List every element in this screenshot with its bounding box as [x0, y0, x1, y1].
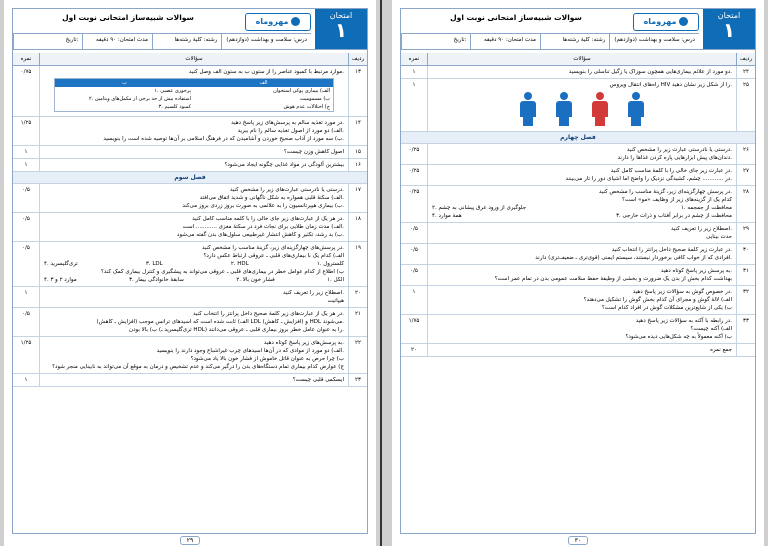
- doctor-icon: [587, 92, 613, 126]
- couple-icon: [551, 92, 577, 126]
- page-number: ۳۰: [392, 537, 764, 544]
- options-row: ۱. الکل ۲. فشار خون بالا ۳. سابقهٔ خانوادگی بیمار ۴. موارد ۲ و ۳: [44, 277, 344, 283]
- question-row: ۲۴ دو مورد از علائم بیماری‌هایی همچون سوزاک یا زگیل تناسلی را بنویسید. ۱: [401, 66, 755, 79]
- question-list: [13, 66, 367, 387]
- book-spine: [380, 0, 382, 546]
- column-header: ردیف سؤالات نمره: [13, 53, 367, 66]
- question-row: ۳۰ در عبارت زیر کلمهٔ صحیح داخل پرانتز را انتخاب کنید. افرادی که از خواب کافی برخوردار نیستند، سیستم ایمنی (قوی‌تری ـ ضعیف‌تری) دارند. ۰/۵: [401, 244, 755, 265]
- question-list: [401, 66, 755, 357]
- question-row: ۱۴ در مورد تغذیه سالم به پرسش‌های زیر پاسخ دهید. الف) دو مورد از اصول تغذیه سالم را نام ببرید. ب) سه مورد از آداب صحیح خوردن و آشامیدن که در فرهنگ اسلامی بر آن‌ها توصیه شده است را بنویسید. ۱/۲۵: [13, 117, 367, 146]
- course-label: درس: سلامت و بهداشت (دوازدهم): [221, 34, 311, 49]
- question-row: ۳۱ به پرسش زیر پاسخ کوتاه دهید. بهداشت کدام بخش از بدن یک ضرورت و بخشی از وظیفهٔ حفظ سلامت عمومی بدن در تمام عمر است؟ ۰/۵: [401, 265, 755, 286]
- date-label: تاریخ:: [13, 34, 82, 49]
- question-row: ۲۶ درستی یا نادرستی عبارت زیر را مشخص کنید. دندان‌های پیش ابزار‌هایی پاره کردن غذاها را دارند. ۰/۲۵: [401, 144, 755, 165]
- person-icon: [623, 92, 649, 126]
- question-row: ۲۱ در هر یک از عبارت‌های زیر کلمهٔ صحیح داخل پرانتز را انتخاب کنید. الف) ثابت شده است که اسیدهای ترانس موجب (افزایش ـ کاهش) LDL و (افزایش ـ کاهش) HDL می‌شوند. ب) بالا بودن (تری‌گلیسرید ـ HDL) را به عنوان عامل خطر بروز بیماری قلبی ـ عروقی می‌دانند. ۰/۵: [13, 308, 367, 337]
- question-row: ۱۳ موارد مرتبط با کمبود عناصر را از ستون ب به ستون الف وصل کنید. الف ب الف) بیماری پوکی استخوان ۱. پرخوری عصبی ب) مسمومیت ۲. استفاده بیش از حد برخی از مکمل‌های ویتامین ج) اختلالات عدم هوش ۳. کمبود کلسیم ۰/۷۵: [13, 66, 367, 117]
- question-row: ۱۸ در هر یک از عبارت‌های زیر جای خالی را با کلمه مناسب کامل کنید. الف) مدت زمان طلایی برای نجات فرد در سکتهٔ مغزی ............ است. ب) بد رشد، تکثیر و کاهش انتشار غیرطبیعی سلول‌های بدن گفته می‌شود. ۰/۵: [13, 213, 367, 242]
- left-page: [4, 0, 376, 546]
- exam-info-bar: [401, 33, 699, 49]
- total-score-row: جمع نمره ۲۰: [401, 344, 755, 357]
- section-heading: فصل سوم: [13, 172, 367, 184]
- logo-icon: [291, 17, 300, 26]
- course-label: درس: سلامت و بهداشت (دوازدهم): [609, 34, 699, 49]
- page-number: ۲۹: [4, 537, 376, 544]
- duration-label: مدت امتحان: ۹۰ دقیقه: [82, 34, 151, 49]
- question-row: ۱۵ اصول کاهش وزن چیست؟ ۱: [13, 146, 367, 159]
- options-row: ۱. محافظت از جمجمه ۲. جلوگیری از ورود عرق پیشانی به چشم: [432, 205, 732, 211]
- exam-badge: امتحان ۱: [703, 9, 755, 49]
- options-row: ۳. محافظت از چشم در برابر آفتاب و ذرات خارجی ۴. همهٔ موارد: [432, 213, 732, 219]
- column-header: ردیف سؤالات نمره: [401, 53, 755, 66]
- question-row: ۲۸ در پرسش چهارگزینه‌ای زیر، گزینهٔ مناسب را مشخص کنید. کدام یک از گزینه‌های زیر از وظایف «مو» است؟ ۱. محافظت از جمجمه ۲. جلوگیری از ورود عرق پیشانی به چشم ۳. محافظت از چشم در برابر آفتاب و ذرات خارجی ۴. همهٔ موارد ۰/۲۵: [401, 186, 755, 223]
- logo-icon: [679, 17, 688, 26]
- question-row: ۳۲ در خصوص گوش به سؤالات زیر پاسخ دهید. الف) لالهٔ گوش و مجرای آن کدام بخش گوش را تشکیل می‌دهند؟ ب) یکی از شایع‌ترین مشکلات گوش در افراد کدام است؟ ۱: [401, 286, 755, 315]
- right-page: [392, 0, 764, 546]
- question-row: ۲۰ اصطلاح زیر را تعریف کنید. هیپاتیت ۱: [13, 287, 367, 308]
- question-row: ۳۳ در رابطه با آکنه به سؤالات زیر پاسخ دهید. الف) آکنه چیست؟ ب) آکنه معمولاً به چه شکل‌هایی دیده می‌شود؟ ۱/۷۵: [401, 315, 755, 344]
- question-row: ۲۲ به پرسش‌های زیر پاسخ کوتاه دهید. الف) دو مورد از موادی که در آن‌ها اسیدهای چرب غیراشباع وجود دارند را بنویسید. ب) چرا حرص به عنوان قاتل خاموش از فشار خون بالا یاد می‌شود؟ ج) عوارض کدام بیماری تمام دستگاه‌های بدن را درگیر می‌کند و عدم تشخیص و درمان به موقع آن می‌تواند به نابینایی منجر شود؟ ۱/۲۵: [13, 337, 367, 374]
- matching-table: الف ب الف) بیماری پوکی استخوان ۱. پرخوری عصبی ب) مسمومیت ۲. استفاده بیش از حد برخی از مکمل‌های ویتامین ج) اختلالات عدم هوش ۳. کمبود کلسیم: [54, 78, 334, 112]
- exam-header: [401, 9, 755, 50]
- exam-sheet: [400, 8, 756, 534]
- exam-title: سوالات شبیه‌ساز امتحانی نوبت اول: [62, 13, 194, 22]
- question-row: ۱۷ درستی یا نادرستی عبارت‌های زیر را مشخص کنید. الف) سکتهٔ قلبی همواره به شکل ناگهانی و شدید اتفاق می‌افتد. ب) بیماری هیپرتانسیون را به علائمی به صورت بروز زردی بروز می‌کند. ۰/۵: [13, 184, 367, 213]
- exam-sheet: [12, 8, 368, 534]
- question-row: ۲۹ اصطلاح زیر را تعریف کنید. حدت بینایی ۰/۵: [401, 223, 755, 244]
- field-label: رشته: کلیهٔ رشته‌ها: [540, 34, 609, 49]
- publisher-logo: مهروماه: [633, 13, 699, 31]
- exam-badge: امتحان ۱: [315, 9, 367, 49]
- question-row: ۲۵ راه‌های انتقال ویروس HIV را از شکل زیر نشان دهید. ۱: [401, 79, 755, 132]
- question-row: ۱۶ بیشترین آلودگی در مواد غذایی چگونه ایجاد می‌شود؟ ۱: [13, 159, 367, 172]
- exam-header: [13, 9, 367, 50]
- question-row: ۲۷ در عبارت زیر جای خالی را با کلمهٔ مناسب کامل کنید. در ............ چشم، کشیدگی نزدیک را واضح اما اشیای دور را تار می‌بینند. ۰/۲۵: [401, 165, 755, 186]
- publisher-logo: مهروماه: [245, 13, 311, 31]
- options-row: ۱. کلسترول ۲. HDL ۳. LDL ۴. تری‌گلیسرید: [44, 261, 344, 267]
- question-row: ۲۳ ایسکمی قلبی چیست؟ ۱: [13, 374, 367, 387]
- field-label: رشته: کلیهٔ رشته‌ها: [152, 34, 221, 49]
- duration-label: مدت امتحان: ۹۰ دقیقه: [470, 34, 539, 49]
- question-row: ۱۹ در پرسش‌های چهارگزینه‌ای زیر، گزینهٔ مناسب را مشخص کنید. الف) کدام یک با بیماری‌های قلبی ـ عروقی ارتباط عکس دارد؟ ۱. کلسترول ۲. HDL ۳. LDL ۴. تری‌گلیسرید ب) اطلاع از کدام عوامل خطر در بیماری‌های قلبی ـ عروقی می‌تواند به پیشگیری و کنترل بیماری کمک کند؟ ۱. الکل ۲. فشار خون بالا ۳. سابقهٔ خانوادگی بیمار ۴. موارد ۲ و ۳ ۰/۵: [13, 242, 367, 287]
- exam-info-bar: [13, 33, 311, 49]
- date-label: تاریخ:: [401, 34, 470, 49]
- mother-child-icon: [515, 92, 541, 126]
- section-heading: فصل چهارم: [401, 132, 755, 144]
- hiv-transmission-figure: [432, 89, 732, 129]
- exam-title: سوالات شبیه‌ساز امتحانی نوبت اول: [450, 13, 582, 22]
